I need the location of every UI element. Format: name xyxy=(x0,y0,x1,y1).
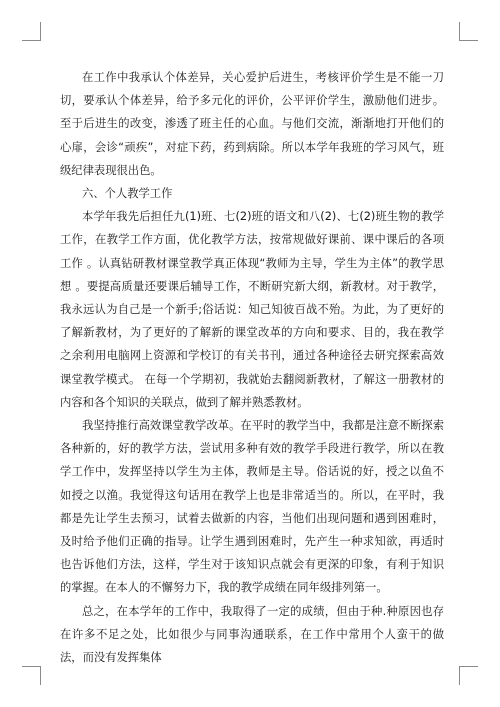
paragraph-class-management: 在工作中我承认个体差异，关心爱护后进生，考核评价学生是不能一刀切，要承认个体差异，给予多元化的评价，公平评价学生，激励他们进步。至于后进生的改变，渗透了班主任的心血。与他们交流，渐渐地打开他们的心扉，会诊“顽疾”，对症下药，药到病除。所以本学年我班的学习风气，班级纪律表现很出色。 xyxy=(60,71,444,177)
crop-mark-bottom-left-vertical xyxy=(40,666,41,685)
crop-mark-top-left-horizontal xyxy=(22,40,41,41)
paragraph-summary: 总之，在本学年的工作中，我取得了一定的成绩，但由于种.种原因也存在许多不足之处，比如很少与同事沟通联系，在工作中常用个人蛮干的做法，而没有发挥集体 xyxy=(60,604,444,665)
document-body xyxy=(60,66,444,669)
paragraph-teaching-work: 本学年我先后担任九(1)班、七(2)班的语文和八(2)、七(2)班生物的教学工作，在教学工作方面，优化教学方法，按常规做好课前、课中课后的各项工作 。认真钻研教材课堂教学真正体现“教师为主导，学生为主体”的教学思想 。要提高质量还要课后辅导工作，不断研究新大纲，新教材。对于教学，我永远认为自己是一个新手;俗话说：知己知彼百战不殆。为此，为了更好的了解新教材，为了更好的了解新的课堂改革的方向和要求、目的，我在教学之余利用电脑网上资源和学校订的有关书刊，通过各种途径去研究探索高效课堂教学模式。 在每一个学期初，我就始去翻阅新教材，了解这一册教材的内容和各个知识的关联点，做到了解并熟悉教材。 xyxy=(60,210,444,409)
crop-mark-bottom-right-horizontal xyxy=(459,666,478,667)
crop-mark-top-right-horizontal xyxy=(459,40,478,41)
section-heading-teaching: 六、个人教学工作 xyxy=(82,187,173,201)
crop-mark-bottom-left-horizontal xyxy=(22,666,41,667)
crop-mark-bottom-right-vertical xyxy=(459,666,460,685)
crop-mark-top-right-vertical xyxy=(459,22,460,41)
paragraph-classroom-reform: 我坚持推行高效课堂教学改革。在平时的教学当中，我都是注意不断探索各种新的，好的教学方法，尝试用多种有效的教学手段进行教学，所以在教学工作中，发挥坚持以学生为主体，教师是主导。俗话说的好，授之以鱼不如授之以渔。我觉得这句话用在教学上也是非常适当的。所以，在平时，我都是先让学生去预习，试着去做新的内容，当他们出现问题和遇到困难时，及时给予他们正确的指导。让学生遇到困难时，先产生一种求知欲，再适时也告诉他们方法，这样，学生对于该知识点就会有更深的印象，有利于知识的掌握。在本人的不懈努力下，我的教学成绩在同年级排列第一。 xyxy=(60,419,444,595)
crop-mark-top-left-vertical xyxy=(40,22,41,41)
